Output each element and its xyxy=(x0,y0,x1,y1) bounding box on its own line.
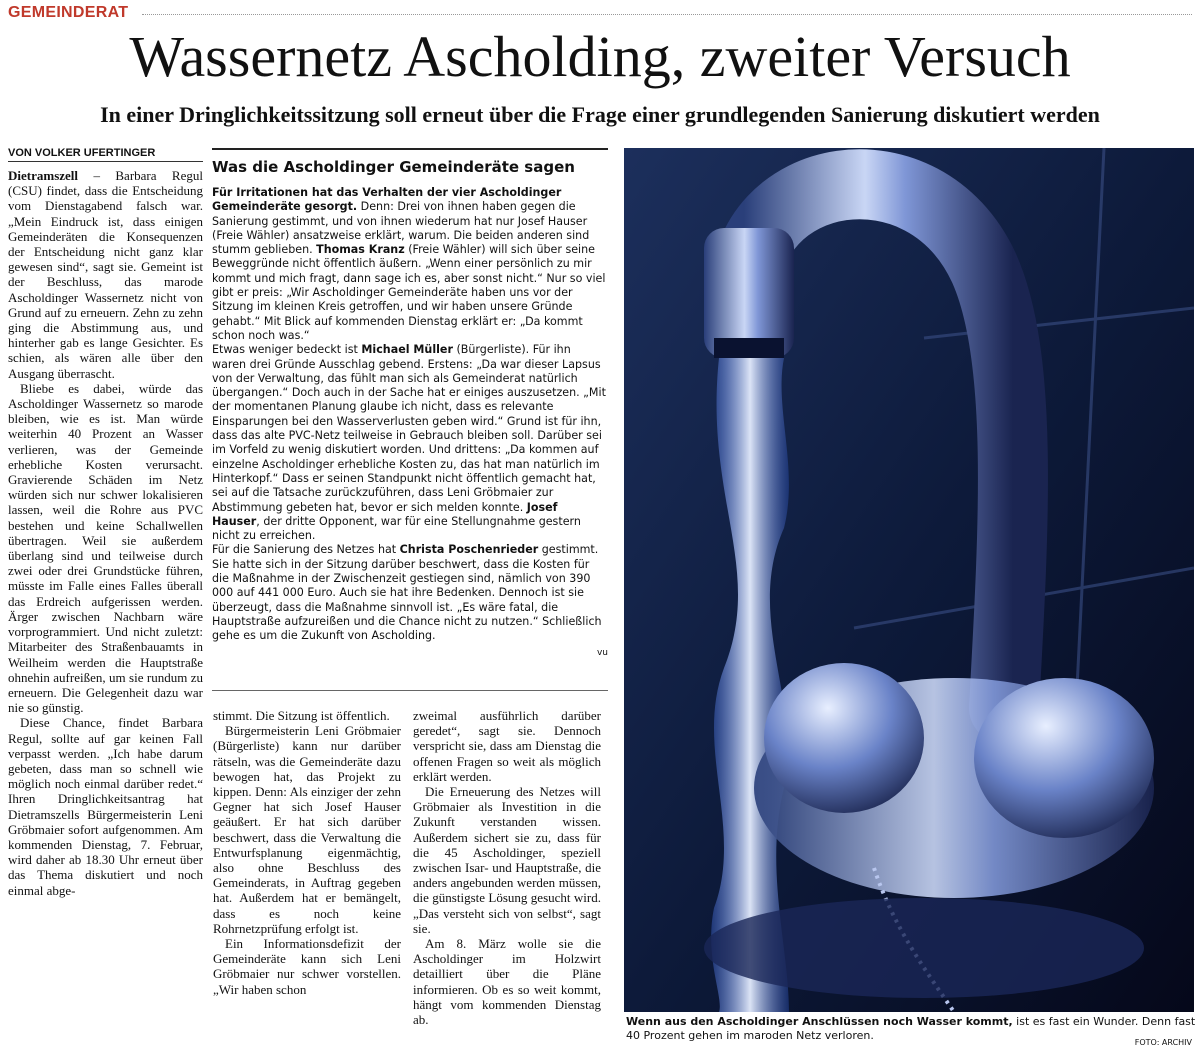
person-name: Christa Poschenrieder xyxy=(399,543,539,557)
info-box-paragraph: Für Irritationen hat das Verhalten der vier Ascholdinger Gemeinderäte gesorgt. Denn: Drei von ihnen haben gegen die Sanierung gestimmt, und von ihnen wiederum hat nur Josef Hauser (Freie Wähler) ansatzweise erklärt, warum. Die beiden anderen sind stumm geblieben. Thomas Kranz (Freie Wähler) will sich über seine Beweggründe nicht öffentlich äußern. „Wenn einer persönlich zu mir kommt und mich fragt, dann sage ich es, aber sonst nicht.“ Nur so viel gibt er preis: „Wir Ascholdinger Gemeinderäte haben uns vor der Sitzung im kleinen Kreis getroffen, und wir haben unsere Gründe gehabt.“ Mit Blick auf kommenden Dienstag erklärt er: „Da kommt schon noch was.“ xyxy=(212,186,606,342)
dateline: Dietramszell xyxy=(8,168,79,183)
info-box-bottom-rule xyxy=(212,690,608,691)
paragraph: Diese Chance, findet Barbara Regul, sollte auf gar keinen Fall verpasst werden. „Ich habe darum gebeten, dass man so schnell wie möglich noch einmal darüber redet.“ Ihren Dringlichkeitsantrag hat Dietramszells Bürgermeisterin Leni Gröbmaier sofort aufgenommen. Am kommenden Dienstag, 7. Februar, wird daher ab 18.30 Uhr erneut über das Thema diskutiert und noch einmal abge- xyxy=(8,715,203,898)
person-name: Thomas Kranz xyxy=(316,243,405,257)
paragraph: zweimal ausführlich darüber geredet“, sagt sie. Dennoch verspricht sie, dass am Dienstag die offenen Fragen so weit als möglich erklärt werden. xyxy=(413,708,601,784)
info-box-text xyxy=(212,186,608,660)
paragraph: stimmt. Die Sitzung ist öffentlich. xyxy=(213,708,390,723)
rubric-divider xyxy=(142,14,1192,15)
info-box-paragraph: Für die Sanierung des Netzes hat Christa Poschenrieder gestimmt. Sie hatte sich in der Sitzung darüber beschwert, dass die Kosten für die Maßnahme in der Zwischenzeit gestiegen sind, nämlich von 390 000 auf 441 000 Euro. Auch sie hat ihre Bedenken. Dennoch ist sie überzeugt, dass die Maßnahme sinnvoll ist. „Es wäre fatal, die Hauptstraße aufzureißen und die Chance nicht zu nutzen.“ Schließlich gehe es um die Zukunft von Ascholding. xyxy=(212,543,602,643)
photo-credit: FOTO: ARCHIV xyxy=(1134,1038,1192,1047)
info-box-paragraph: Etwas weniger bedeckt ist Michael Müller (Bürgerliste). Für ihn waren drei Gründe Ausschlag gebend. Erstens: „Da war dieser Lapsus von der Verwaltung, das fühlt man sich als Gemeinderat natürlich übergangen.“ Doch auch in der Sache hat er einiges auszusetzen. „Mit der momentanen Planung glaube ich nicht, dass es relevante Einsparungen bei den Wasserverlusten geben wird.“ Grund ist für ihn, dass das alte PVC-Netz teilweise in Gebrauch bleiben soll. Darüber sei im Vorfeld zu wenig diskutiert worden. Und drittens: „Da kommen auf einzelne Ascholdinger erhebliche Kosten zu, das hat man natürlich im Hinterkopf.“ Dass er seinen Standpunkt nicht öffentlich gemacht hat, sei auf die Tatsache zurückzuführen, dass Leni Gröbmaier zur Abstimmung gebeten hat, bevor er sich melden konnte. Josef Hauser, der dritte Opponent, war für eine Stellungnahme gestern nicht zu erreichen. xyxy=(212,343,606,543)
article-column-1 xyxy=(8,168,203,898)
subheadline: In einer Dringlichkeitssitzung soll erneut über die Frage einer grundlegenden Sanierung diskutiert werden xyxy=(100,102,1100,127)
photo-caption: Wenn aus den Ascholdinger Anschlüssen noch Wasser kommt, ist es fast ein Wunder. Denn fast 40 Prozent gehen im maroden Netz verloren. xyxy=(626,1015,1196,1042)
paragraph: Dietramszell – Barbara Regul (CSU) findet, dass die Entscheidung vom Dienstagabend falsch war. „Mein Eindruck ist, dass einigen Gemeinderäten die Konsequenzen der Entscheidung nicht ganz klar gewesen sind“, sagt sie. Gemeint ist der Beschluss, das marode Ascholdinger Wassernetz nicht von Grund auf zu erneuern. Zehn zu zehn ging die Abstimmung aus, und hinterher gab es lange Gesichter. Es schien, als wären alle über den Ausgang überrascht. xyxy=(8,168,203,381)
byline: VON VOLKER UFERTINGER xyxy=(8,147,203,162)
person-name: Michael Müller xyxy=(361,343,453,357)
paragraph: Bliebe es dabei, würde das Ascholdinger Wassernetz so marode bleiben, wie es ist. Man würde weiterhin 40 Prozent an Wasser verlieren, was der Gemeinde erhebliche Kosten verursacht. Gravierende Schäden im Netz würden sich nur schwer lokalisieren lassen, weil die Rohre aus PVC bestehen und keine Schallwellen übertragen. Weil sie außerdem überlang sind und teilweise durch zwei oder drei Grundstücke führen, müsste im Falle eines Falles überall das Erdreich aufgerissen werden. Ärger zwischen Nachbarn wäre vorprogrammiert. Und nicht zuletzt: Mitarbeiter des Straßenbauamts in Weilheim werden die Hauptstraße ohnehin aufreißen, um sie rundum zu erneuern. Die Gelegenheit dazu war nie so günstig. xyxy=(8,380,203,716)
article-column-3 xyxy=(413,708,601,1027)
faucet-photo xyxy=(624,148,1194,1012)
person-name: Josef Hauser xyxy=(212,500,558,528)
paragraph: Ein Informationsdefizit der Gemeinderäte kann sich Leni Gröbmaier nur schwer vorstellen. „Wir haben schon xyxy=(213,936,401,997)
paragraph: Die Erneuerung des Netzes will Gröbmaier als Investition in die Zukunft verstanden wissen. Außerdem sichert sie zu, dass für die 45 Ascholdinger, speziell zwischen Isar- und Hauptstraße, die anders angebunden werden müssen, die günstigste Lösung gesucht wird. „Das versteht sich von selbst“, sagt sie. xyxy=(413,784,601,936)
article-column-2 xyxy=(213,708,401,997)
info-box xyxy=(212,148,608,686)
paragraph: Am 8. März wolle sie die Ascholdinger im Holzwirt detailliert über die Pläne informieren. Ob es so weit kommt, hängt vom kommenden Dienstag ab. xyxy=(413,936,601,1028)
headline: Wassernetz Ascholding, zweiter Versuch xyxy=(129,24,1071,89)
info-box-title: Was die Ascholdinger Gemeinderäte sagen xyxy=(212,158,575,176)
section-rubric: GEMEINDERAT xyxy=(8,4,129,21)
author-signature: vu xyxy=(596,647,608,658)
paragraph: Bürgermeisterin Leni Gröbmaier (Bürgerliste) kann nur darüber rätseln, was die Gemeinderäte dazu bewogen hat, das Projekt zu kippen. Denn: Als einziger der zehn Gegner hat sich Josef Hauser geäußert. Er hat sich darüber beschwert, dass die Verwaltung die Entwurfsplanung eigenmächtig, also ohne Beschluss des Gemeinderats, in Auftrag gegeben hat. Außerdem hat er bemängelt, dass es noch keine Rohrnetzprüfung erfolgt ist. xyxy=(213,723,401,936)
faucet-illustration xyxy=(624,148,1194,1012)
